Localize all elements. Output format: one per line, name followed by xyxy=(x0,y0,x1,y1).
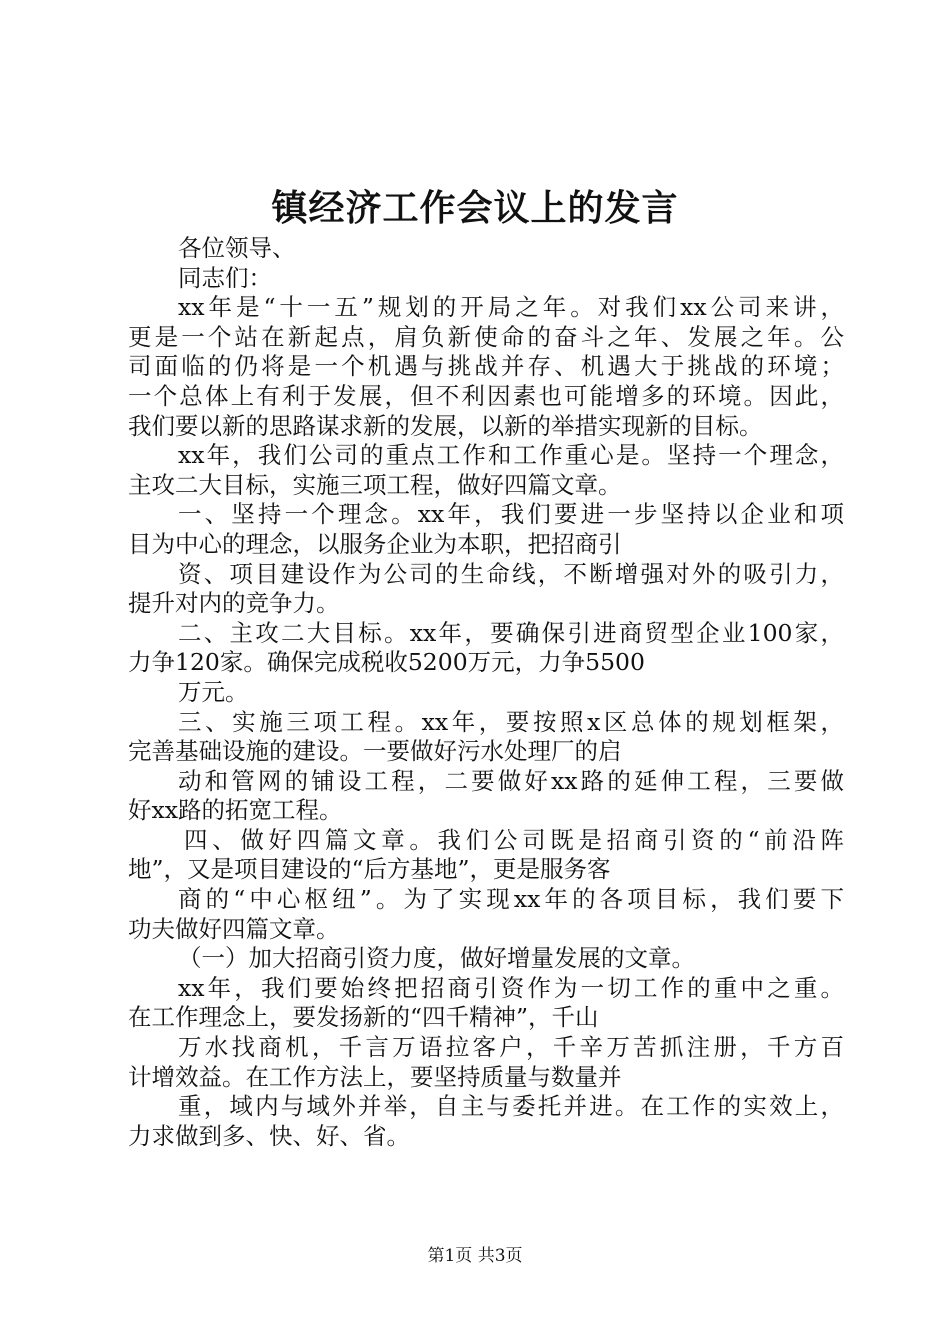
body-line: xx年，我们公司的重点工作和工作重心是。坚持一个理念， xyxy=(178,441,844,470)
body-line: xx年，我们要始终把招商引资作为一切工作的重中之重。 xyxy=(178,973,844,1002)
body-line: 计增效益。在工作方法上，要坚持质量与数量并 xyxy=(128,1062,622,1091)
document-title: 镇经济工作会议上的发言 xyxy=(271,187,679,229)
body-line: 主攻二大目标，实施三项工程，做好四篇文章。 xyxy=(128,470,622,499)
body-line: 资、项目建设作为公司的生命线，不断增强对外的吸引力， xyxy=(178,559,844,588)
body-line: 商的“中心枢纽”。为了实现xx年的各项目标，我们要下 xyxy=(178,885,844,914)
body-line: 万元。 xyxy=(178,677,249,706)
body-line: （一）加大招商引资力度，做好增量发展的文章。 xyxy=(178,944,695,973)
body-line: 完善基础设施的建设。一要做好污水处理厂的启 xyxy=(128,737,622,766)
body-line: 万水找商机，千言万语拉客户，千辛万苦抓注册，千方百 xyxy=(178,1033,844,1062)
body-line: 提升对内的竞争力。 xyxy=(128,589,340,618)
page-footer: 第1页 共3页 xyxy=(427,1246,523,1266)
body-line: 功夫做好四篇文章。 xyxy=(128,914,340,943)
body-line: 司面临的仍将是一个机遇与挑战并存、机遇大于挑战的环境； xyxy=(128,352,844,381)
body-line: 我们要以新的思路谋求新的发展，以新的举措实现新的目标。 xyxy=(128,411,763,440)
body-line: 在工作理念上，要发扬新的“四千精神”，千山 xyxy=(128,1003,599,1032)
body-line: 更是一个站在新起点，肩负新使命的奋斗之年、发展之年。公 xyxy=(128,322,844,351)
body-line: 各位领导、 xyxy=(178,234,296,262)
body-line: 四、做好四篇文章。我们公司既是招商引资的“前沿阵 xyxy=(184,825,844,854)
body-line: 同志们： xyxy=(178,263,272,292)
body-line: 二、主攻二大目标。xx年，要确保引进商贸型企业100家， xyxy=(178,618,844,647)
body-line: 重，域内与域外并举，自主与委托并进。在工作的实效上， xyxy=(178,1092,844,1121)
body-line: 动和管网的铺设工程，二要做好xx路的延伸工程，三要做 xyxy=(178,766,844,795)
body-line: 地”，又是项目建设的“后方基地”，更是服务客 xyxy=(128,855,611,884)
body-line: 好xx路的拓宽工程。 xyxy=(128,796,343,825)
body-line: 力求做到多、快、好、省。 xyxy=(128,1121,410,1150)
body-line: 力争120家。确保完成税收5200万元，力争5500 xyxy=(128,648,645,677)
document-body xyxy=(128,234,844,1151)
body-line: 一、坚持一个理念。xx年，我们要进一步坚持以企业和项 xyxy=(178,500,844,529)
body-line: 三、实施三项工程。xx年，要按照x区总体的规划框架， xyxy=(178,707,844,736)
body-line: 目为中心的理念，以服务企业为本职，把招商引 xyxy=(128,529,622,558)
body-line: xx年是“十一五”规划的开局之年。对我们xx公司来讲， xyxy=(178,293,844,322)
body-line: 一个总体上有利于发展，但不利因素也可能增多的环境。因此， xyxy=(128,381,844,410)
